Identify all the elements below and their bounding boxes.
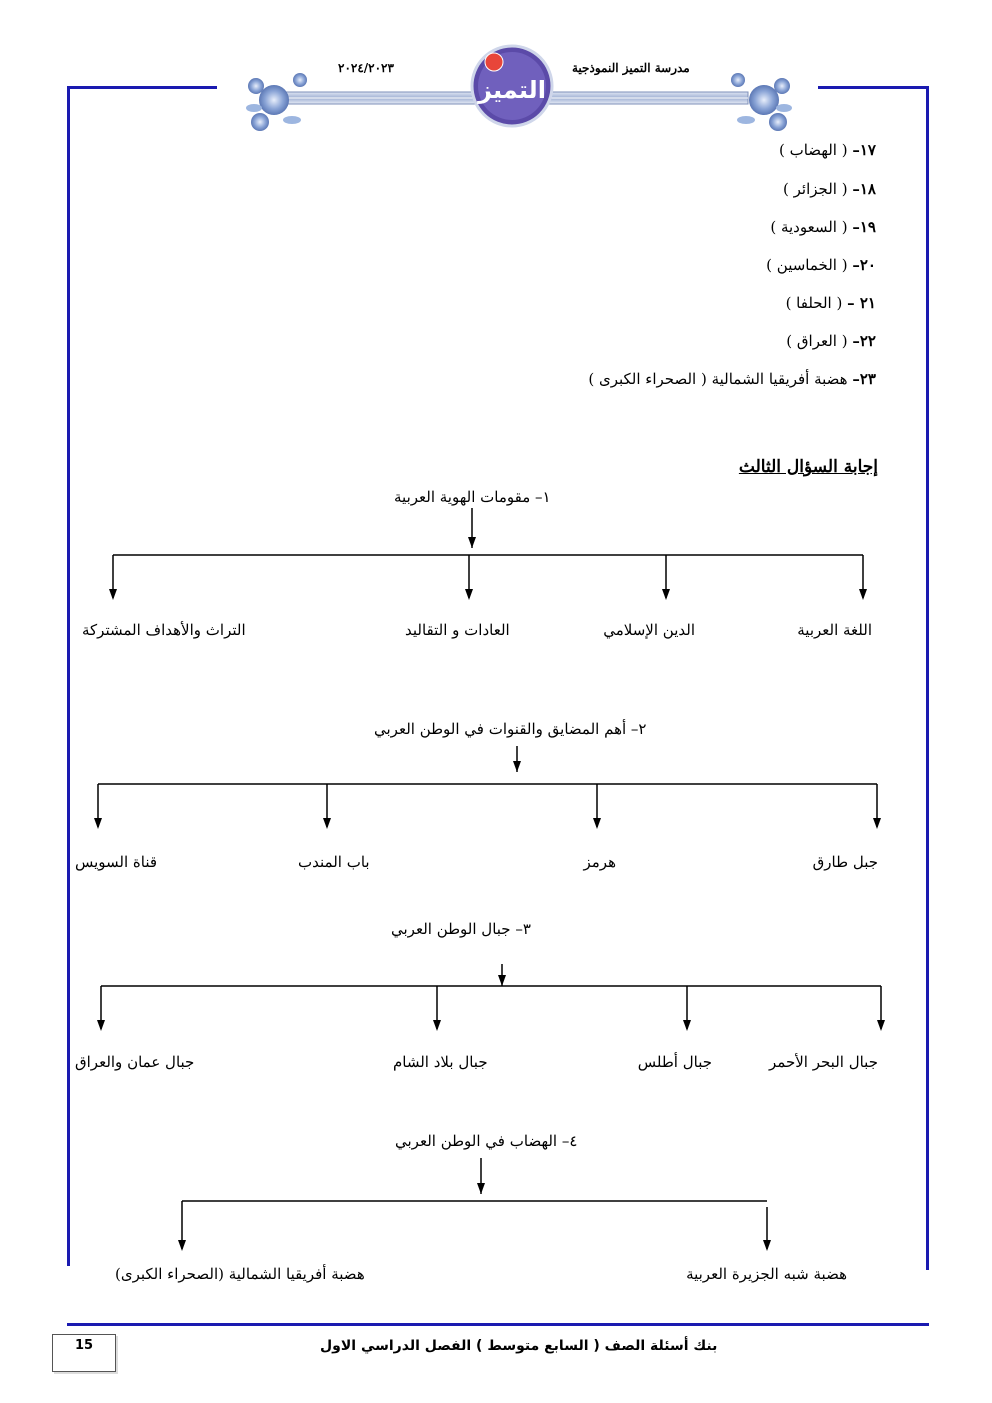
answer-number: ٢١ –: [847, 294, 876, 312]
footer-title: بنك أسئلة الصف ( السابع متوسط ) الفصل الدراسي الاول: [320, 1338, 718, 1354]
answer-text: ( الهضاب ): [779, 141, 848, 159]
page-number: 15: [74, 1338, 94, 1353]
diagram-drop-arrow-icon: [323, 818, 331, 829]
answer-text: ( الجزائر ): [783, 180, 848, 198]
diagram-drop-arrow-icon: [593, 818, 601, 829]
diagram-item: اللغة العربية: [797, 621, 872, 639]
diagram-title: ٤– الهضاب في الوطن العربي: [395, 1132, 578, 1150]
diagram-item: هضبة شبه الجزيرة العربية: [686, 1265, 847, 1283]
diagram-drop-arrow-icon: [662, 589, 670, 600]
answer-text: ( السعودية ): [770, 218, 848, 236]
school-year: ٢٠٢٤/٢٠٢٣: [338, 61, 394, 75]
diagram-item: جبل طارق: [812, 853, 878, 871]
logo-text: التميز: [478, 76, 546, 104]
diagram-item: جبال أطلس: [637, 1053, 712, 1071]
answer-text: ( الحلفا ): [785, 294, 843, 312]
answer-number: ١٧–: [852, 141, 876, 159]
answer-text: ( الخماسين ): [766, 256, 848, 274]
diagram-drop-arrow-icon: [683, 1020, 691, 1031]
diagram-drop-arrow-icon: [877, 1020, 885, 1031]
diagram-item: الدين الإسلامي: [603, 621, 695, 639]
diagram-item: العادات و التقاليد: [405, 621, 510, 639]
diagram-drop-arrow-icon: [178, 1240, 186, 1251]
diagram-item: هضبة أفريقيا الشمالية (الصحراء الكبرى): [115, 1265, 365, 1283]
diagram-title: ٢– أهم المضايق والقنوات في الوطن العربي: [374, 720, 647, 738]
diagram-title: ٣– جبال الوطن العربي: [391, 920, 531, 938]
answer-number: ٢٣–: [852, 370, 876, 388]
diagram-stem-arrow-icon: [498, 975, 506, 986]
diagram-drop-arrow-icon: [109, 589, 117, 600]
diagram-title: ١– مقومات الهوية العربية: [394, 488, 551, 506]
answer-text: ( العراق ): [786, 332, 848, 350]
answer-number: ١٩–: [852, 218, 876, 236]
diagram-stem-arrow-icon: [468, 537, 476, 548]
section-title: إجابة السؤال الثالث: [738, 457, 878, 477]
answer-text: هضبة أفريقيا الشمالية ( الصحراء الكبرى ): [588, 370, 848, 388]
diagram-item: التراث والأهداف المشتركة: [82, 621, 246, 639]
diagram-drop-arrow-icon: [97, 1020, 105, 1031]
diagram-drop-arrow-icon: [94, 818, 102, 829]
answer-number: ٢٠–: [852, 256, 876, 274]
diagram-drop-arrow-icon: [873, 818, 881, 829]
diagram-item: باب المندب: [298, 853, 370, 871]
diagram-stem-arrow-icon: [477, 1183, 485, 1194]
diagram-stem-arrow-icon: [513, 761, 521, 772]
diagram-item: هرمز: [583, 853, 616, 871]
answer-number: ١٨–: [852, 180, 876, 198]
page-number-box: [52, 1334, 116, 1372]
answer-number: ٢٢–: [852, 332, 876, 350]
diagram-drop-arrow-icon: [763, 1240, 771, 1251]
diagram-item: جبال بلاد الشام: [393, 1053, 488, 1071]
diagram-item: جبال عمان والعراق: [75, 1053, 195, 1071]
diagram-drop-arrow-icon: [433, 1020, 441, 1031]
diagram-item: قناة السويس: [75, 853, 158, 871]
diagram-drop-arrow-icon: [859, 589, 867, 600]
diagram-item: جبال البحر الأحمر: [769, 1053, 878, 1071]
school-name: مدرسة التميز النموذجية: [572, 61, 690, 75]
diagram-drop-arrow-icon: [465, 589, 473, 600]
